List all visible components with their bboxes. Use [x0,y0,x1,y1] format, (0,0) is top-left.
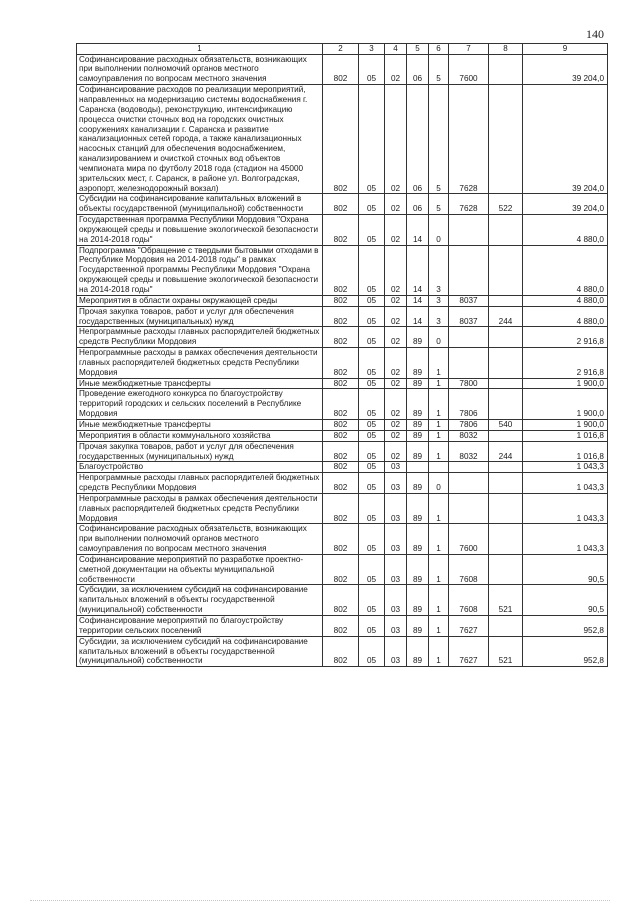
row-code-cell: 14 [407,215,429,246]
row-code-cell: 802 [323,378,359,389]
row-code-cell: 02 [385,215,407,246]
row-code-cell: 02 [385,295,407,306]
row-amount-cell: 4 880,0 [523,306,608,327]
row-name-cell: Софинансирование расходных обязательств, возникающих при выполнении полномочий органов местного самоуправления по вопросам местного значения [77,524,323,555]
column-header: 7 [449,44,489,55]
row-code-cell: 802 [323,636,359,667]
row-name-cell: Софинансирование мероприятий по разработке проектно-сметной документации на объекты муниципальной собственности [77,554,323,585]
row-code-cell [489,54,523,85]
row-code-cell [489,524,523,555]
row-code-cell: 521 [489,636,523,667]
row-amount-cell: 4 880,0 [523,245,608,295]
row-amount-cell: 1 900,0 [523,389,608,420]
row-code-cell: 05 [359,419,385,430]
row-code-cell: 802 [323,306,359,327]
row-code-cell: 89 [407,430,429,441]
column-header: 3 [359,44,385,55]
row-code-cell: 89 [407,378,429,389]
table-row [77,524,608,555]
row-code-cell: 1 [429,616,449,637]
row-code-cell: 802 [323,554,359,585]
table-row [77,585,608,616]
row-name-cell: Непрограммные расходы в рамках обеспечения деятельности главных распорядителей бюджетных средств Республики Мордовия [77,493,323,524]
row-code-cell: 802 [323,215,359,246]
row-code-cell [407,462,429,473]
row-amount-cell: 1 016,8 [523,430,608,441]
row-code-cell [489,493,523,524]
row-code-cell: 540 [489,419,523,430]
row-amount-cell: 952,8 [523,636,608,667]
row-amount-cell: 952,8 [523,616,608,637]
row-code-cell [489,378,523,389]
row-code-cell: 89 [407,441,429,462]
row-code-cell: 05 [359,378,385,389]
table-row [77,441,608,462]
column-header: 9 [523,44,608,55]
row-code-cell: 89 [407,585,429,616]
table-row [77,636,608,667]
row-name-cell: Прочая закупка товаров, работ и услуг для обеспечения государственных (муниципальных) нужд [77,306,323,327]
row-code-cell: 05 [359,245,385,295]
column-header: 8 [489,44,523,55]
row-code-cell: 802 [323,295,359,306]
table-row [77,554,608,585]
row-code-cell [489,389,523,420]
row-code-cell: 89 [407,348,429,379]
row-code-cell [489,462,523,473]
row-code-cell [489,616,523,637]
row-code-cell: 5 [429,194,449,215]
row-code-cell [449,348,489,379]
row-code-cell: 02 [385,441,407,462]
table-row [77,462,608,473]
row-code-cell: 802 [323,473,359,494]
table-row [77,194,608,215]
row-code-cell: 06 [407,85,429,194]
row-name-cell: Благоустройство [77,462,323,473]
row-code-cell: 802 [323,585,359,616]
budget-table [76,43,608,667]
row-code-cell: 03 [385,524,407,555]
row-code-cell: 521 [489,585,523,616]
table-row [77,245,608,295]
row-code-cell [489,85,523,194]
row-code-cell: 7600 [449,524,489,555]
row-amount-cell: 39 204,0 [523,54,608,85]
row-amount-cell: 2 916,8 [523,327,608,348]
row-code-cell: 89 [407,473,429,494]
table-row [77,616,608,637]
row-code-cell: 802 [323,462,359,473]
row-code-cell [489,348,523,379]
column-header: 2 [323,44,359,55]
row-code-cell: 89 [407,389,429,420]
row-code-cell: 7806 [449,389,489,420]
table-row [77,493,608,524]
row-amount-cell: 1 900,0 [523,378,608,389]
table-row [77,348,608,379]
row-code-cell: 05 [359,327,385,348]
row-amount-cell: 90,5 [523,554,608,585]
row-amount-cell: 1 043,3 [523,524,608,555]
row-name-cell: Проведение ежегодного конкурса по благоустройству территорий городских и сельских поселений в Республике Мордовия [77,389,323,420]
row-code-cell: 05 [359,194,385,215]
row-code-cell: 5 [429,54,449,85]
row-code-cell: 14 [407,295,429,306]
row-code-cell: 03 [385,636,407,667]
row-code-cell: 802 [323,194,359,215]
row-code-cell: 03 [385,462,407,473]
row-code-cell: 802 [323,245,359,295]
row-name-cell: Государственная программа Республики Мордовия "Охрана окружающей среды и повышение экологической безопасности на 2014-2018 годы" [77,215,323,246]
row-amount-cell: 1 043,3 [523,493,608,524]
row-code-cell: 3 [429,245,449,295]
row-code-cell: 7628 [449,194,489,215]
row-code-cell: 02 [385,378,407,389]
column-header: 6 [429,44,449,55]
table-row [77,430,608,441]
row-code-cell: 05 [359,462,385,473]
row-code-cell: 1 [429,441,449,462]
row-code-cell: 802 [323,85,359,194]
row-code-cell: 02 [385,194,407,215]
row-code-cell: 89 [407,419,429,430]
row-code-cell: 802 [323,441,359,462]
row-code-cell: 05 [359,306,385,327]
row-code-cell: 14 [407,245,429,295]
row-code-cell [449,462,489,473]
row-code-cell: 02 [385,327,407,348]
row-code-cell: 03 [385,554,407,585]
row-name-cell: Непрограммные расходы главных распорядителей бюджетных средств Республики Мордовия [77,473,323,494]
row-code-cell: 89 [407,327,429,348]
row-code-cell [489,245,523,295]
row-code-cell: 1 [429,430,449,441]
row-code-cell: 244 [489,441,523,462]
row-code-cell: 1 [429,378,449,389]
row-code-cell: 05 [359,524,385,555]
row-name-cell: Непрограммные расходы главных распорядителей бюджетных средств Республики Мордовия [77,327,323,348]
row-code-cell: 802 [323,389,359,420]
row-code-cell [489,473,523,494]
row-amount-cell: 1 900,0 [523,419,608,430]
row-amount-cell: 4 880,0 [523,215,608,246]
row-amount-cell: 1 043,3 [523,462,608,473]
row-code-cell: 03 [385,585,407,616]
page-number: 140 [586,27,604,41]
row-code-cell: 802 [323,616,359,637]
row-code-cell: 8032 [449,441,489,462]
row-code-cell: 802 [323,54,359,85]
row-code-cell [489,554,523,585]
row-code-cell [449,215,489,246]
table-row [77,85,608,194]
row-code-cell: 5 [429,85,449,194]
row-code-cell: 7608 [449,554,489,585]
row-code-cell: 8037 [449,295,489,306]
row-code-cell: 05 [359,348,385,379]
row-code-cell: 8037 [449,306,489,327]
row-name-cell: Мероприятия в области охраны окружающей среды [77,295,323,306]
column-header: 4 [385,44,407,55]
row-name-cell: Субсидии, за исключением субсидий на софинансирование капитальных вложений в объекты государственной (муниципальной) собственности [77,636,323,667]
row-code-cell: 802 [323,493,359,524]
row-code-cell: 3 [429,295,449,306]
row-name-cell: Софинансирование расходных обязательств, возникающих при выполнении полномочий органов местного самоуправления по вопросам местного значения [77,54,323,85]
row-code-cell: 0 [429,327,449,348]
row-code-cell [429,462,449,473]
row-code-cell: 05 [359,295,385,306]
row-code-cell: 02 [385,419,407,430]
table-row [77,419,608,430]
row-code-cell: 05 [359,473,385,494]
row-code-cell: 05 [359,54,385,85]
row-code-cell: 03 [385,493,407,524]
row-code-cell [449,327,489,348]
row-code-cell: 522 [489,194,523,215]
row-code-cell: 0 [429,215,449,246]
row-code-cell [449,245,489,295]
row-code-cell: 7600 [449,54,489,85]
row-code-cell: 0 [429,473,449,494]
table-row [77,378,608,389]
row-code-cell: 02 [385,389,407,420]
table-row [77,54,608,85]
row-code-cell: 7627 [449,616,489,637]
row-code-cell: 05 [359,554,385,585]
row-code-cell: 802 [323,430,359,441]
row-amount-cell: 4 880,0 [523,295,608,306]
row-code-cell: 7800 [449,378,489,389]
row-code-cell: 7608 [449,585,489,616]
row-code-cell: 1 [429,419,449,430]
row-code-cell: 05 [359,441,385,462]
row-name-cell: Субсидии на софинансирование капитальных вложений в объекты государственной (муниципальной) собственности [77,194,323,215]
column-header: 1 [77,44,323,55]
row-name-cell: Софинансирование мероприятий по благоустройству территории сельских поселений [77,616,323,637]
row-code-cell [489,430,523,441]
row-code-cell: 02 [385,430,407,441]
row-code-cell: 1 [429,585,449,616]
row-code-cell [489,295,523,306]
row-name-cell: Иные межбюджетные трансферты [77,419,323,430]
row-name-cell: Иные межбюджетные трансферты [77,378,323,389]
row-code-cell: 8032 [449,430,489,441]
row-code-cell: 3 [429,306,449,327]
table-header-row [77,44,608,55]
table-row [77,389,608,420]
row-code-cell: 06 [407,194,429,215]
row-code-cell: 02 [385,348,407,379]
row-code-cell: 02 [385,54,407,85]
row-code-cell: 1 [429,348,449,379]
row-name-cell: Субсидии, за исключением субсидий на софинансирование капитальных вложений в объекты государственной (муниципальной) собственности [77,585,323,616]
row-code-cell: 89 [407,524,429,555]
row-code-cell: 89 [407,616,429,637]
row-code-cell: 7806 [449,419,489,430]
row-code-cell: 7627 [449,636,489,667]
row-code-cell: 802 [323,524,359,555]
row-name-cell: Прочая закупка товаров, работ и услуг для обеспечения государственных (муниципальных) нужд [77,441,323,462]
table-row [77,306,608,327]
row-code-cell: 802 [323,348,359,379]
row-code-cell: 05 [359,585,385,616]
row-name-cell: Непрограммные расходы в рамках обеспечения деятельности главных распорядителей бюджетных средств Республики Мордовия [77,348,323,379]
row-name-cell: Подпрограмма "Обращение с твердыми бытовыми отходами в Республике Мордовия на 2014-2018 годы" в рамках Государственной программы Республики Мордовия "Охрана окружающей среды и повышение экологической безопасности на 2014-2018 годы" [77,245,323,295]
table-row [77,327,608,348]
row-code-cell: 05 [359,493,385,524]
row-code-cell: 1 [429,554,449,585]
row-code-cell: 05 [359,616,385,637]
table-row [77,215,608,246]
row-code-cell: 03 [385,616,407,637]
row-code-cell: 05 [359,636,385,667]
row-code-cell: 802 [323,419,359,430]
row-code-cell: 802 [323,327,359,348]
row-amount-cell: 1 043,3 [523,473,608,494]
row-amount-cell: 1 016,8 [523,441,608,462]
row-code-cell: 02 [385,306,407,327]
row-code-cell: 14 [407,306,429,327]
row-code-cell: 89 [407,636,429,667]
row-code-cell: 02 [385,245,407,295]
row-name-cell: Софинансирование расходов по реализации мероприятий, направленных на модернизацию системы водоснабжения г. Саранска (водоводы), реконструкцию, интенсификацию процесса очистки сточных вод на городских очистных сооружениях канализации г. Саранска и развитие канализационных сетей города, а также канализационных насосных станций для обеспечения водоснабжением, канализированием и очисткой сточных вод объектов чемпионата мира по футболу 2018 года (стадион на 45000 зрительских мест, г. Саранск, в районе ул. Волгоградская, аэропорт, железнодорожный вокзал) [77,85,323,194]
row-code-cell: 05 [359,215,385,246]
row-code-cell: 1 [429,493,449,524]
row-code-cell: 244 [489,306,523,327]
row-amount-cell: 2 916,8 [523,348,608,379]
row-code-cell: 02 [385,85,407,194]
scan-edge-line [30,899,610,901]
table-row [77,473,608,494]
row-name-cell: Мероприятия в области коммунального хозяйства [77,430,323,441]
row-code-cell: 1 [429,524,449,555]
row-code-cell: 7628 [449,85,489,194]
row-amount-cell: 39 204,0 [523,194,608,215]
row-code-cell: 89 [407,493,429,524]
row-code-cell [489,327,523,348]
row-code-cell: 05 [359,389,385,420]
row-code-cell: 06 [407,54,429,85]
table-row [77,295,608,306]
row-code-cell: 1 [429,389,449,420]
row-amount-cell: 90,5 [523,585,608,616]
row-code-cell: 05 [359,85,385,194]
row-code-cell: 89 [407,554,429,585]
row-code-cell: 03 [385,473,407,494]
row-code-cell: 1 [429,636,449,667]
column-header: 5 [407,44,429,55]
row-code-cell [449,473,489,494]
row-code-cell: 05 [359,430,385,441]
row-amount-cell: 39 204,0 [523,85,608,194]
row-code-cell [449,493,489,524]
row-code-cell [489,215,523,246]
